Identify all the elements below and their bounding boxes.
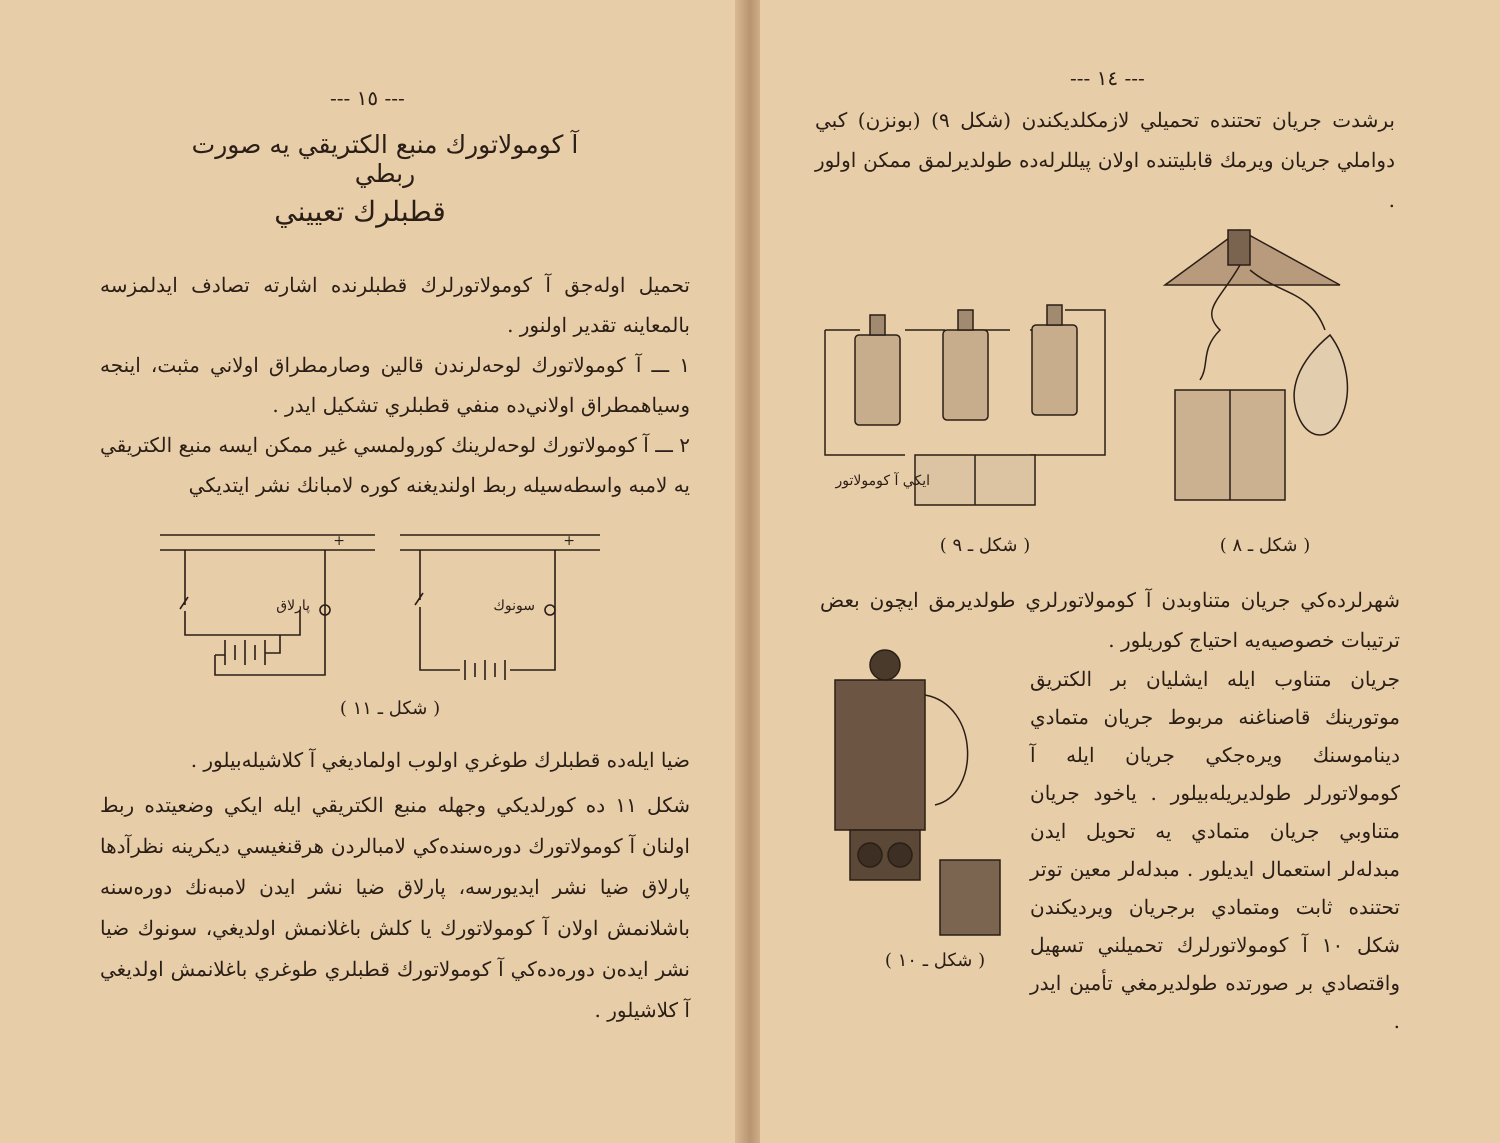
plus-sign: + — [333, 533, 345, 549]
page-number: --- ١٤ --- — [1070, 66, 1145, 90]
figure-label-dim: سونوك — [493, 598, 535, 614]
section-subtitle: قطبلرك تعييني — [274, 195, 446, 228]
figure-9-caption: ( شكل ـ ٩ ) — [939, 535, 1031, 556]
paragraph-2: شهرلرده‌كي جريان متناوبدن آ كومولاتورلري طولديرمق ايچون بعض ترتيبات خصوصيه‌يه احتياج كوريلور . — [820, 588, 1400, 652]
figure-box-label: ايكي آ كومولاتور — [835, 473, 930, 489]
plus-sign: + — [563, 533, 575, 549]
figure-11-circuit-diagram — [160, 525, 610, 695]
figure-10-rectifier-illustration — [830, 645, 1020, 945]
figure-label-bright: پارلاق — [276, 598, 310, 614]
paragraph-1: تحميل اوله‌جق آ كومولاتورلرك قطبلرنده اشارته تصادف ايدلمزسه بالمعاينه تقدير اولنور . — [100, 273, 690, 337]
list-item-2: ٢ ـــ آ كومولاتورك لوحه‌لرينك كورولمسي غير ممكن ايسه منبع الكتريقي يه لامبه واسطه‌سيله ربط اولنديغنه كوره لامبانك نشر ايتديكي — [100, 433, 690, 497]
paragraph-3: جريان متناوب ايله ايشليان بر الكتريق موتورينك قاصناغنه مربوط جريان متمادي ديناموسنك ويره‌جكي جريان ايله آ كومولاتورلر طولديريله‌بيلور . ياخود جريان متناوبي جريان متمادي يه تحويل ايدن مبدله‌لر استعمال ايديلور . مبدله‌لر معين توتر تحتنده ثابت ومتمادي برجريان ويرديكندن شكل ١٠ آ كومولاتورلرك تحميلني تسهيل واقتصادي بر صورتده طولديرمغي تأمين ايدر . — [1030, 667, 1401, 1033]
figure-10-caption: ( شكل ـ ١٠ ) — [884, 950, 986, 971]
left-page — [0, 0, 740, 1143]
paragraph-2: ضيا ايله‌ده قطبلرك طوغري اولوب اولماديغي آ كلاشيله‌بيلور . — [190, 748, 690, 772]
figure-8-lamp-illustration — [1160, 200, 1370, 510]
figure-8-caption: ( شكل ـ ٨ ) — [1219, 535, 1311, 556]
figure-9-battery-illustration — [820, 290, 1120, 520]
paragraph-3: شكل ١١ ده كورلديكي وجهله منبع الكتريقي ايله ايكي وضعيتده ربط اولنان آ كومولاتورك دوره‌سنده‌كي لامبالردن هرقنغيسي ديكرينه نظرآدها پارلاق ضيا نشر ايديورسه، پارلاق ضيا نشر ايدن لامبه‌نك دوره‌سنه باشلانمش اولان آ كومولاتورك يا كلش باغلانمش اولديغي، سونوك ضيا نشر ايده‌ن دوره‌ده‌كي آ كومولاتورك قطبلري طوغري باغلانمش اولديغي آ كلاشيلور . — [100, 793, 691, 1022]
paragraph-1: برشدت جريان تحتنده تحميلي لازمكلديكندن (شكل ٩) (بونزن) كبي دواملي جريان ويرمك قابليتنده اولان پيللرله‌ده طولديرلمق ممكن اولور . — [815, 108, 1395, 212]
figure-11-caption: ( شكل ـ ١١ ) — [339, 698, 441, 719]
list-item-1: ١ ـــ آ كومولاتورك لوحه‌لرندن قالين وصارمطراق اولاني مثبت، اينجه وسياهمطراق اولاني‌ده منفي قطبلري تشكيل ايدر . — [100, 353, 690, 417]
page-number: --- ١٥ --- — [330, 86, 405, 110]
section-title: آ كومولاتورك منبع الكتريقي يه صورت ربطي — [191, 130, 579, 188]
right-page — [760, 0, 1500, 1143]
